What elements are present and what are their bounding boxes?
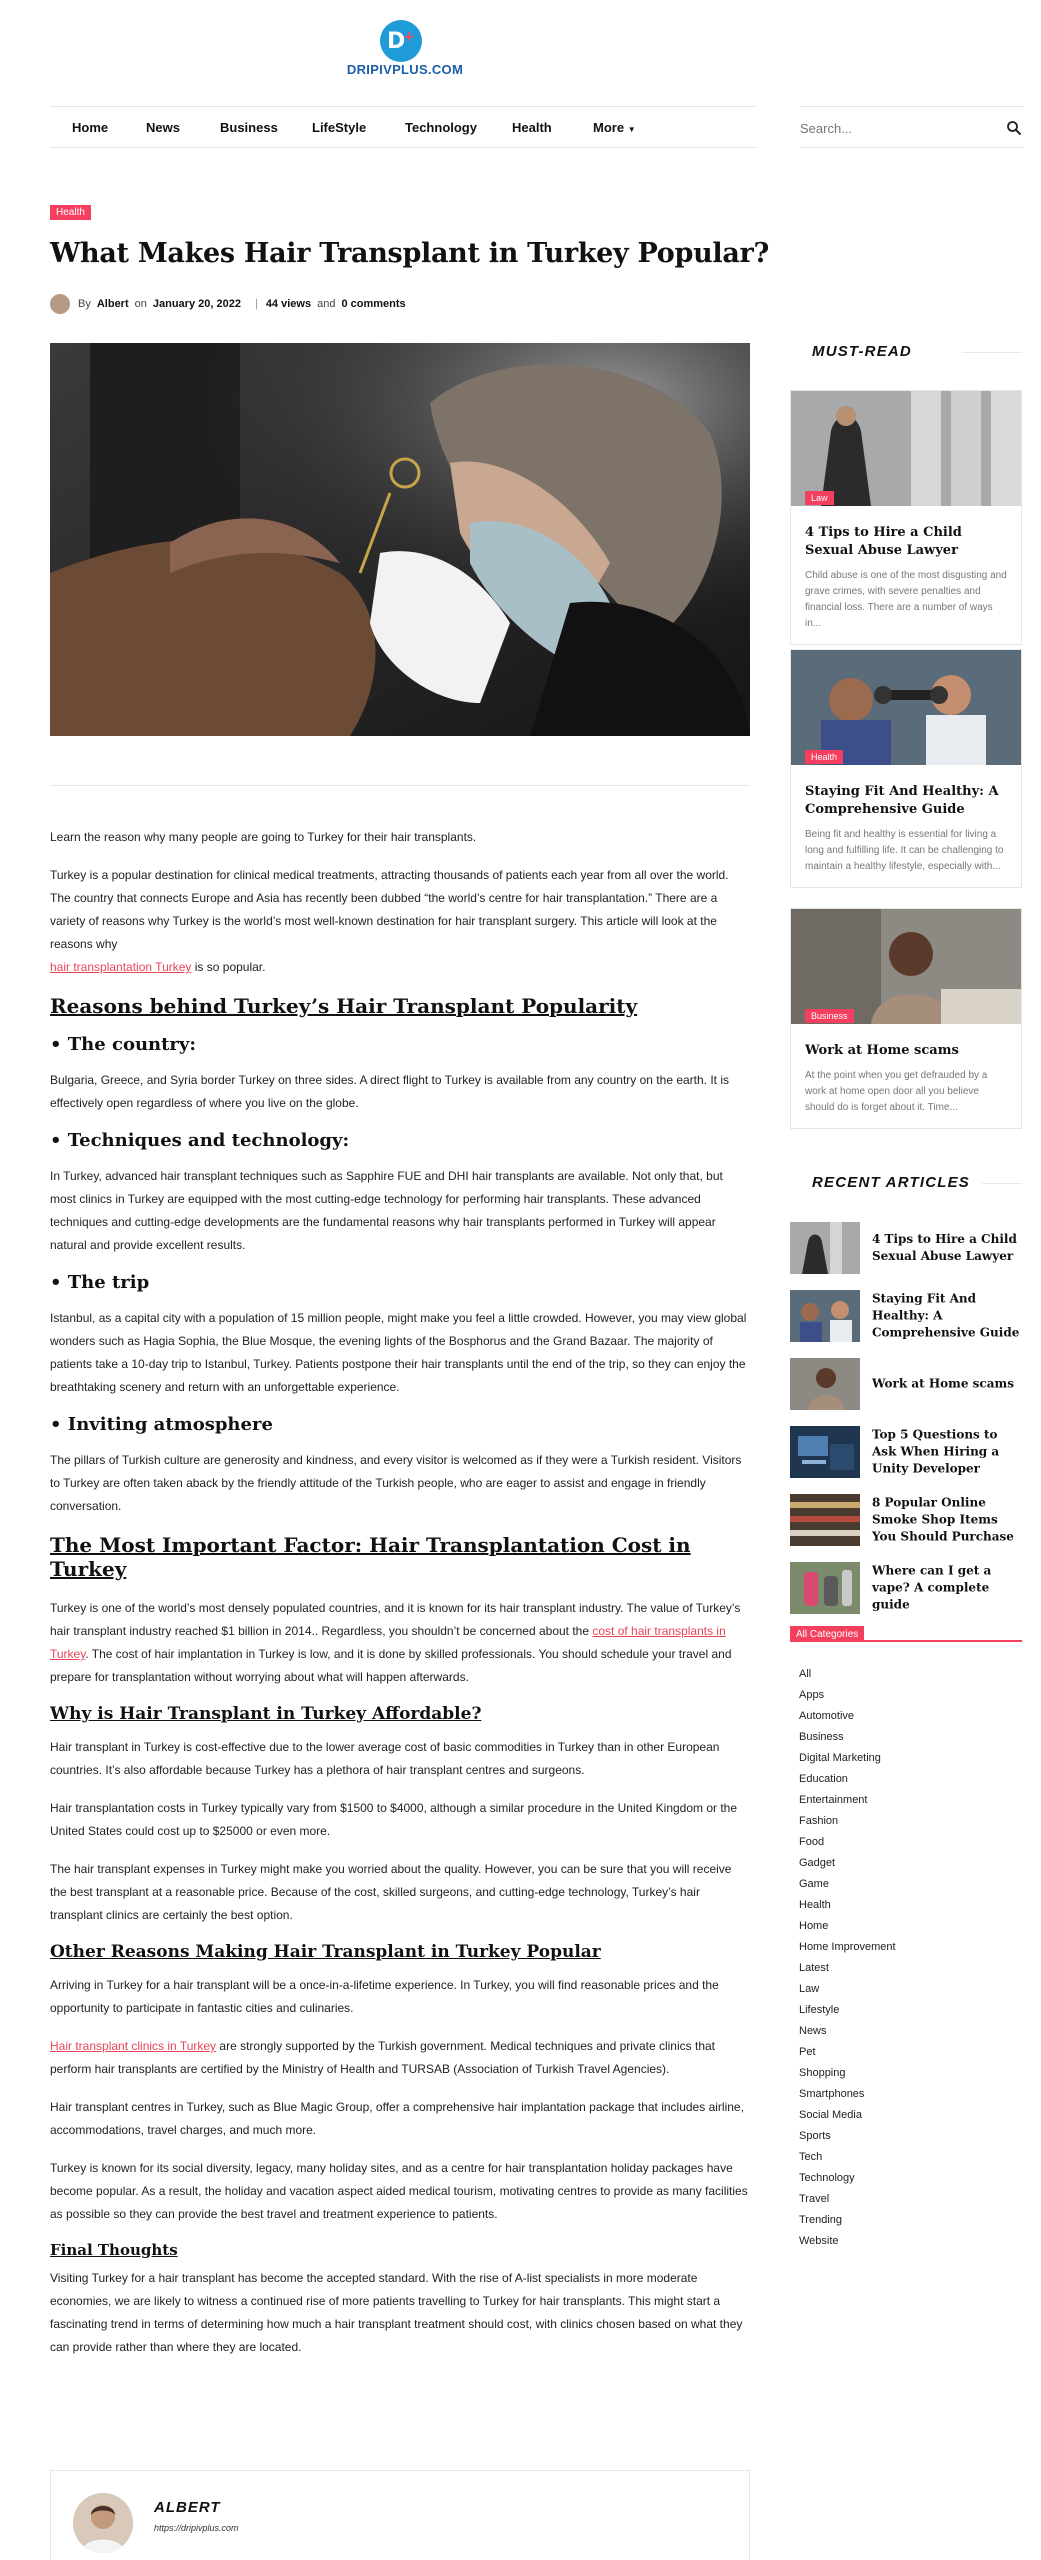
recent-article[interactable] bbox=[790, 1562, 1022, 1614]
nav-business[interactable]: Business bbox=[220, 120, 278, 135]
heading-trip: • The trip bbox=[50, 1272, 150, 1293]
view-count: 44 views bbox=[265, 298, 312, 310]
recent-title[interactable]: 4 Tips to Hire a Child Sexual Abuse Lawyer bbox=[872, 1232, 1017, 1263]
heading-reasons: Reasons behind Turkey’s Hair Transplant Popularity bbox=[50, 994, 638, 1018]
logo-text: DRIPIVPLUS.COM bbox=[346, 62, 464, 77]
nav-home[interactable]: Home bbox=[72, 120, 109, 135]
recent-title[interactable]: Top 5 Questions to Ask When Hiring a Unity Developer bbox=[872, 1427, 1000, 1476]
category-link[interactable]: Website bbox=[799, 2235, 839, 2247]
article-body bbox=[50, 826, 750, 2374]
paragraph: Istanbul, as a capital city with a population of 15 million people, might make you feel a little crowded. However, you may view global wonders such as Hagia Sophia, the Blue Mosque, the evening lights of the Bosphorus and the Grand Bazaar. The majority of patients take a 10-day trip to Istanbul, Turkey. Patients postpone their hair transplants until the end of the trip, so they can enjoy the breathtaking scenery and return with an unforgettable experience. bbox=[50, 1311, 747, 1394]
paragraph: Hair transplantation costs in Turkey typically vary from $1500 to $4000, although a similar procedure in the United Kingdom or the United States could cost up to $25000 or even more. bbox=[50, 1801, 738, 1838]
recent-article[interactable] bbox=[790, 1426, 1022, 1478]
nav-news[interactable]: News bbox=[146, 120, 180, 135]
category-link[interactable]: Sports bbox=[799, 2130, 831, 2142]
recent-title[interactable]: 8 Popular Online Smoke Shop Items You Should Purchase bbox=[872, 1495, 1014, 1544]
card-title[interactable]: Work at Home scams bbox=[805, 1043, 959, 1058]
intro-paragraph: Learn the reason why many people are going to Turkey for their hair transplants. bbox=[50, 830, 477, 844]
nav-health[interactable]: Health bbox=[512, 120, 552, 135]
paragraph: Hair transplant clinics in Turkey are strongly supported by the Turkish government. Medical techniques and private clinics that perform hair transplants are certified by the Ministry of Health and TURSAB (Association of Turkish Travel Agencies). bbox=[50, 2039, 715, 2076]
link-hair-transplantation-turkey[interactable]: hair transplantation Turkey bbox=[50, 960, 192, 974]
comment-count[interactable]: 0 comments bbox=[341, 298, 406, 310]
category-link[interactable]: Business bbox=[799, 1731, 844, 1743]
categories-title: All Categories bbox=[790, 1626, 864, 1642]
post-date: January 20, 2022 bbox=[152, 298, 241, 310]
card-badge[interactable]: Health bbox=[805, 750, 843, 764]
heading-cost: The Most Important Factor: Hair Transplantation Cost in Turkey bbox=[50, 1533, 691, 1581]
recent-thumb bbox=[790, 1426, 860, 1478]
category-link[interactable]: Lifestyle bbox=[799, 2004, 840, 2016]
hero-image bbox=[50, 343, 750, 736]
article-title: What Makes Hair Transplant in Turkey Popular? bbox=[50, 238, 770, 269]
category-list bbox=[799, 1664, 1019, 2252]
link-hair-transplant-clinics[interactable]: Hair transplant clinics in Turkey bbox=[50, 2039, 217, 2053]
category-link[interactable]: News bbox=[799, 2025, 827, 2037]
category-link[interactable]: Home Improvement bbox=[799, 1941, 896, 1953]
category-link[interactable]: Social Media bbox=[799, 2109, 862, 2121]
author-name[interactable]: ALBERT bbox=[154, 2499, 221, 2516]
must-read-card[interactable] bbox=[790, 908, 1022, 1129]
category-link[interactable]: Smartphones bbox=[799, 2088, 865, 2100]
search-bar bbox=[800, 106, 1024, 148]
recent-title[interactable]: Where can I get a vape? A complete guide bbox=[872, 1563, 992, 1612]
category-link[interactable]: Latest bbox=[799, 1962, 829, 1974]
author-box bbox=[50, 2470, 750, 2560]
divider bbox=[50, 785, 750, 786]
recent-article[interactable] bbox=[790, 1222, 1022, 1274]
nav-lifestyle[interactable]: LifeStyle bbox=[312, 120, 367, 135]
card-badge[interactable]: Business bbox=[805, 1009, 854, 1023]
must-read-card[interactable] bbox=[790, 390, 1022, 645]
card-excerpt: At the point when you get defrauded by a work at home open door all you believe should do is forget about it. Time... bbox=[805, 1070, 988, 1113]
category-link[interactable]: Shopping bbox=[799, 2067, 846, 2079]
category-link[interactable]: Trending bbox=[799, 2214, 843, 2226]
paragraph: Hair transplant centres in Turkey, such as Blue Magic Group, offer a comprehensive hair implantation package that includes airline, accommodations, travel charges, and much more. bbox=[50, 2100, 744, 2137]
recent-article[interactable] bbox=[790, 1494, 1022, 1546]
heading-final-thoughts: Final Thoughts bbox=[50, 2241, 178, 2259]
card-image bbox=[791, 391, 1021, 506]
category-link[interactable]: Education bbox=[799, 1773, 848, 1785]
card-title[interactable]: 4 Tips to Hire a Child Sexual Abuse Lawyer bbox=[805, 525, 962, 558]
category-link[interactable]: Technology bbox=[799, 2172, 855, 2184]
paragraph: Turkey is one of the world’s most densely populated countries, and it is known for its hair transplant industry. The value of Turkey’s hair transplant industry reached $1 billion in 2014.. Regardless, you shouldn’t be concerned about the cost of hair transplants in Turkey. The cost of hair implantation in Turkey is low, and it is done by skilled professionals. You should schedule your travel and prepare for transplantation without worrying about what will happen afterwards. bbox=[50, 1601, 741, 1684]
heading-other-reasons: Other Reasons Making Hair Transplant in Turkey Popular bbox=[50, 1942, 601, 1962]
author-website[interactable]: https://dripivplus.com bbox=[154, 2523, 239, 2533]
search-icon[interactable] bbox=[1006, 120, 1022, 136]
category-link[interactable]: Pet bbox=[799, 2046, 816, 2058]
paragraph: Visiting Turkey for a hair transplant has become the accepted standard. With the rise of A-list specialists in more moderate economies, we are likely to witness a continued rise of more patients travelling to Turkey for hair transplants. This might start a fascinating trend in terms of determining how much a hair transplant treatment should cost, with clinics chosen based on what they can provide rather than where they are located. bbox=[50, 2271, 743, 2354]
paragraph: The hair transplant expenses in Turkey might make you worried about the quality. However, you can be sure that you will receive the best transplant at a reasonable price. Because of the cost, skilled surgeons, and cutting-edge technology, Turkey’s hair transplant clinics are certainly the best option. bbox=[50, 1862, 732, 1922]
card-badge[interactable]: Law bbox=[805, 491, 834, 505]
heading-affordable: Why is Hair Transplant in Turkey Affordable? bbox=[50, 1704, 482, 1724]
logo-mark: D + bbox=[380, 20, 422, 62]
must-read-card[interactable] bbox=[790, 649, 1022, 888]
category-link[interactable]: Fashion bbox=[799, 1815, 839, 1827]
recent-article[interactable] bbox=[790, 1290, 1022, 1342]
must-read-title: MUST-READ bbox=[790, 343, 1022, 360]
nav-more[interactable]: More ▼ bbox=[593, 120, 636, 135]
categories-header bbox=[790, 1624, 1022, 1642]
category-link[interactable]: Entertainment bbox=[799, 1794, 868, 1806]
paragraph: Turkey is a popular destination for clinical medical treatments, attracting thousands of patients each year from all over the world. The country that connects Europe and Asia has recently been dubbed “the world’s centre for hair transplantation.” There are a variety of reasons why Turkey is the world’s most well-known destination for hair transplant surgery. This article will look at the reasons why hair transplantation Turkey is so popular. bbox=[50, 868, 729, 974]
recent-articles-title: RECENT ARTICLES bbox=[790, 1174, 1022, 1191]
author-avatar[interactable] bbox=[73, 2493, 133, 2553]
recent-thumb bbox=[790, 1222, 860, 1274]
card-image bbox=[791, 909, 1021, 1024]
category-link[interactable]: Apps bbox=[799, 1689, 825, 1701]
card-title[interactable]: Staying Fit And Healthy: A Comprehensive Guide bbox=[805, 784, 999, 817]
nav-technology[interactable]: Technology bbox=[405, 120, 477, 135]
site-logo[interactable] bbox=[340, 20, 470, 76]
heading-atmosphere: • Inviting atmosphere bbox=[50, 1414, 273, 1435]
main-nav bbox=[50, 106, 756, 148]
category-link[interactable]: Automotive bbox=[799, 1710, 855, 1722]
recent-thumb bbox=[790, 1290, 860, 1342]
category-link[interactable]: Game bbox=[799, 1878, 829, 1890]
paragraph: In Turkey, advanced hair transplant techniques such as Sapphire FUE and DHI hair transplants are available. Not only that, but most clinics in Turkey are equipped with the most cutting-edge technology for performing hair transplants. These advanced techniques and cutting-edge developments are the fundamental reasons why hair transplants performed in Turkey will appear natural and provide excellent results. bbox=[50, 1169, 723, 1252]
category-link[interactable]: Health bbox=[799, 1899, 831, 1911]
card-excerpt: Child abuse is one of the most disgusting and grave crimes, with severe penalties and financial loss. There are a number of ways in... bbox=[805, 570, 1007, 629]
caret-down-icon: ▼ bbox=[627, 125, 636, 134]
recent-article[interactable] bbox=[790, 1358, 1022, 1410]
paragraph: Hair transplant in Turkey is cost-effective due to the lower average cost of basic commodities in Turkey than in other European countries. It’s also affordable because Turkey has a plethora of hair transplant centres and surgeons. bbox=[50, 1740, 720, 1777]
category-link[interactable]: All bbox=[799, 1668, 812, 1680]
author-avatar[interactable] bbox=[50, 294, 70, 314]
recent-thumb bbox=[790, 1494, 860, 1546]
recent-thumb bbox=[790, 1562, 860, 1614]
card-excerpt: Being fit and healthy is essential for living a long and fulfilling life. It can be challenging to maintain a healthy lifestyle, especially with... bbox=[805, 829, 1004, 872]
author-link[interactable]: Albert bbox=[96, 298, 129, 310]
recent-thumb bbox=[790, 1358, 860, 1410]
category-link[interactable]: Tech bbox=[799, 2151, 823, 2163]
category-link[interactable]: Home bbox=[799, 1920, 829, 1932]
article-meta: By Albert on January 20, 2022 | 44 views and 0 comments bbox=[50, 294, 412, 314]
paragraph: Arriving in Turkey for a hair transplant will be a once-in-a-lifetime experience. In Turkey, you will find reasonable prices and the opportunity to participate in fantastic cities and culinaries. bbox=[50, 1978, 719, 2015]
heading-techniques: • Techniques and technology: bbox=[50, 1130, 350, 1151]
category-link[interactable]: Travel bbox=[799, 2193, 830, 2205]
paragraph: Bulgaria, Greece, and Syria border Turkey on three sides. A direct flight to Turkey is available from any country on the earth. It is effectively open regardless of where you live on the globe. bbox=[50, 1073, 730, 1110]
search-input[interactable] bbox=[800, 115, 990, 141]
category-link[interactable]: Gadget bbox=[799, 1857, 836, 1869]
category-link[interactable]: Food bbox=[799, 1836, 825, 1848]
heading-country: • The country: bbox=[50, 1034, 197, 1055]
paragraph: The pillars of Turkish culture are generosity and kindness, and every visitor is welcomed as if they were a Turkish resident. Visitors to Turkey are often taken aback by the friendly attitude of the Turkish people, who are eager to assist and engage in friendly conversation. bbox=[50, 1453, 742, 1513]
paragraph: Turkey is known for its social diversity, legacy, many holiday sites, and as a centre for hair transplantation holiday packages have become popular. As a result, the holiday and vacation aspect aided medical tourism, motivating centres to provide as many facilities as possible so they can provide the best travel and treatment experience to patients. bbox=[50, 2161, 748, 2221]
recent-title[interactable]: Work at Home scams bbox=[872, 1376, 1014, 1391]
card-image bbox=[791, 650, 1021, 765]
link-cost-of-hair-transplants[interactable]: cost of hair transplants in Turkey bbox=[50, 1624, 726, 1661]
category-link[interactable]: Law bbox=[799, 1983, 820, 1995]
category-link[interactable]: Digital Marketing bbox=[799, 1752, 881, 1764]
category-tag[interactable]: Health bbox=[50, 205, 91, 220]
recent-title[interactable]: Staying Fit And Healthy: A Comprehensive Guide bbox=[872, 1291, 1020, 1340]
